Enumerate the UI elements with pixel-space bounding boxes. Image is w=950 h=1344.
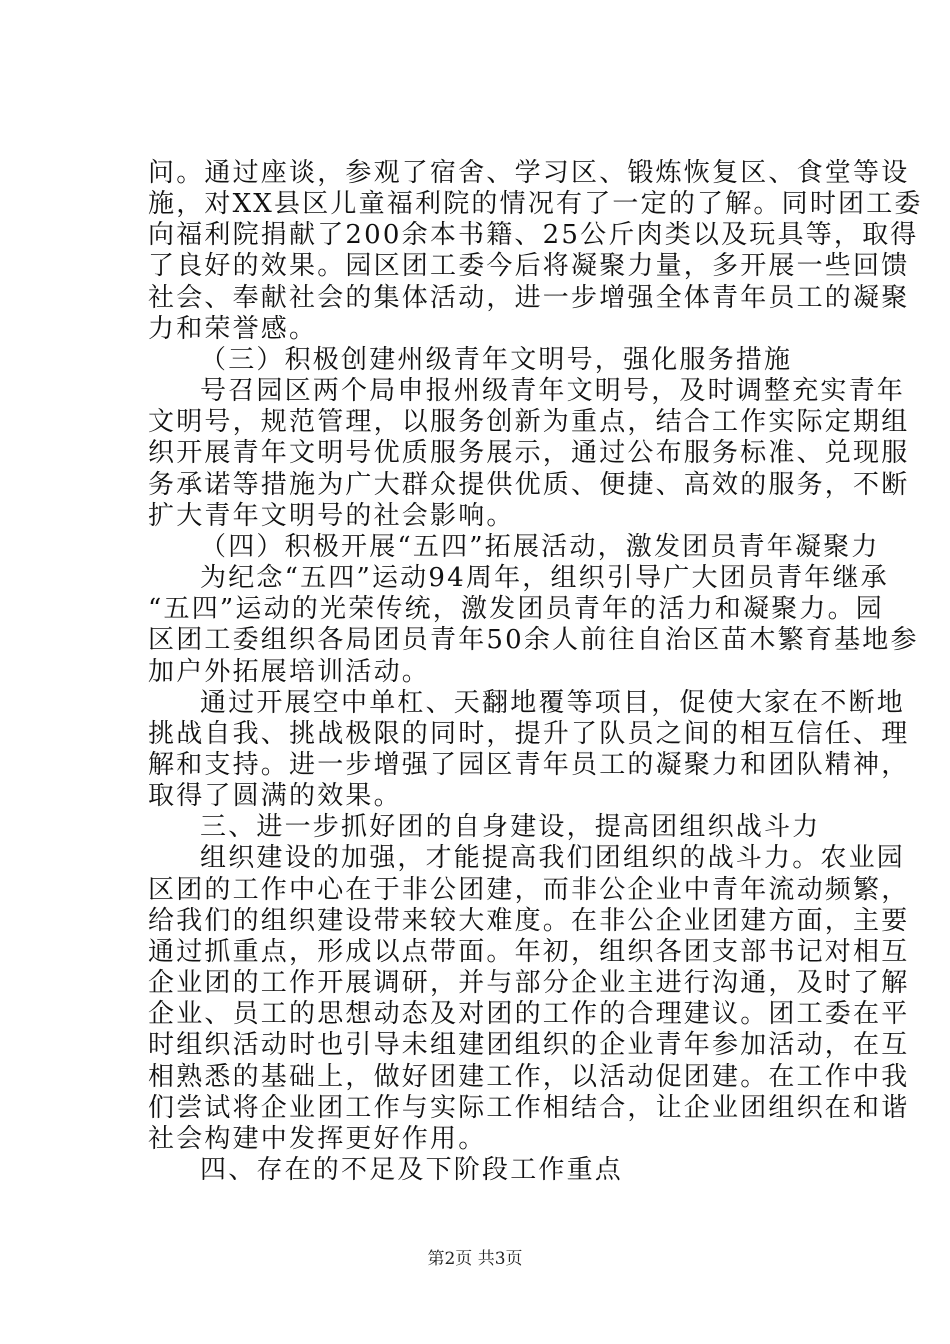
body-text-line: 通过抓重点，形成以点带面。年初，组织各团支部书记对相互 bbox=[148, 937, 910, 967]
body-text-line: 社会构建中发挥更好作用。 bbox=[148, 1124, 487, 1154]
body-text-line: 通过开展空中单杠、天翻地覆等项目，促使大家在不断地 bbox=[200, 688, 906, 718]
body-text-line: 时组织活动时也引导未组建团组织的企业青年参加活动，在互 bbox=[148, 1030, 910, 1060]
body-text-line: 务承诺等措施为广大群众提供优质、便捷、高效的服务，不断 bbox=[148, 470, 910, 500]
body-text-line: 取得了圆满的效果。 bbox=[148, 781, 402, 811]
section-heading: 三、进一步抓好团的自身建设，提高团组织战斗力 bbox=[200, 812, 821, 842]
page-number-footer: 第2页 共3页 bbox=[427, 1249, 523, 1269]
body-text-line: 文明号，规范管理，以服务创新为重点，结合工作实际定期组 bbox=[148, 407, 910, 437]
body-text-line: 区团的工作中心在于非公团建，而非公企业中青年流动频繁， bbox=[148, 875, 910, 905]
section-heading: （四）积极开展“五四”拓展活动，激发团员青年凝聚力 bbox=[200, 532, 880, 562]
body-text-line: 社会、奉献社会的集体活动，进一步增强全体青年员工的凝聚 bbox=[148, 283, 910, 313]
body-text-line: 施，对XX县区儿童福利院的情况有了一定的了解。同时团工委 bbox=[148, 189, 923, 219]
body-text-line: 给我们的组织建设带来较大难度。在非公企业团建方面，主要 bbox=[148, 906, 910, 936]
body-text-line: 们尝试将企业团工作与实际工作相结合，让企业团组织在和谐 bbox=[148, 1093, 910, 1123]
body-text-line: 企业、员工的思想动态及对团的工作的合理建议。团工委在平 bbox=[148, 999, 910, 1029]
body-text-line: 区团工委组织各局团员青年50余人前往自治区苗木繁育基地参 bbox=[148, 625, 919, 655]
body-text-line: 加户外拓展培训活动。 bbox=[148, 657, 431, 687]
body-text-line: 挑战自我、挑战极限的同时，提升了队员之间的相互信任、理 bbox=[148, 719, 910, 749]
section-heading: 四、存在的不足及下阶段工作重点 bbox=[200, 1155, 624, 1185]
body-text-line: 解和支持。进一步增强了园区青年员工的凝聚力和团队精神， bbox=[148, 750, 910, 780]
body-text-line: 企业团的工作开展调研，并与部分企业主进行沟通，及时了解 bbox=[148, 968, 910, 998]
body-text-line: 了良好的效果。园区团工委今后将凝聚力量，多开展一些回馈 bbox=[148, 251, 910, 281]
body-text-line: 扩大青年文明号的社会影响。 bbox=[148, 501, 515, 531]
body-text-line: 组织建设的加强，才能提高我们团组织的战斗力。农业园 bbox=[200, 843, 906, 873]
body-text-line: 问。通过座谈，参观了宿舍、学习区、锻炼恢复区、食堂等设 bbox=[148, 158, 910, 188]
section-heading: （三）积极创建州级青年文明号，强化服务措施 bbox=[200, 345, 793, 375]
body-text-line: 力和荣誉感。 bbox=[148, 314, 318, 344]
body-text-line: “五四”运动的光荣传统，激发团员青年的活力和凝聚力。园 bbox=[148, 594, 884, 624]
body-text-line: 为纪念“五四”运动94周年，组织引导广大团员青年继承 bbox=[200, 563, 889, 593]
body-text-line: 号召园区两个局申报州级青年文明号，及时调整充实青年 bbox=[200, 376, 906, 406]
body-text-line: 织开展青年文明号优质服务展示，通过公布服务标准、兑现服 bbox=[148, 438, 910, 468]
body-text-line: 相熟悉的基础上，做好团建工作，以活动促团建。在工作中我 bbox=[148, 1062, 910, 1092]
body-text-line: 向福利院捐献了200余本书籍、25公斤肉类以及玩具等，取得 bbox=[148, 220, 919, 250]
